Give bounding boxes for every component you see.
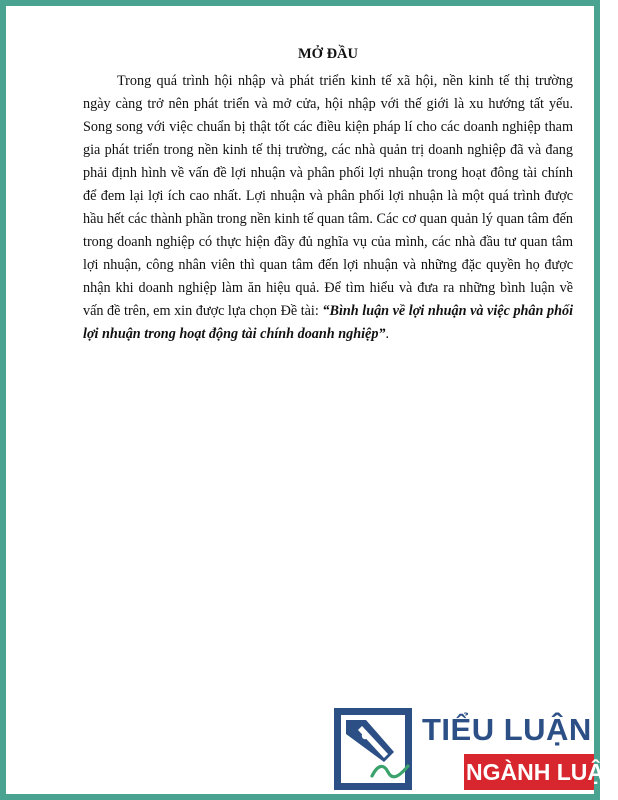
- topic-title: “Bình luận về lợi nhuận và việc phân phối lợi nhuận trong hoạt động tài chính doanh nghiệp”: [83, 303, 574, 342]
- intro-paragraph: [83, 70, 573, 346]
- logo-title: TIỂU LUẬN: [422, 712, 592, 747]
- document-page: [83, 44, 573, 346]
- intro-paragraph-text: Trong quá trình hội nhập và phát triển kinh tế xã hội, nền kinh tế thị trường ngày càng trở nên phát triển và mở cửa, hội nhập với thế giới là xu hướng tất yếu. Song song với việc chuẩn bị thật tốt các điều kiện pháp lí cho các doanh nghiệp tham gia phát triển trong nền kinh tế thị trường, các nhà quản trị doanh nghiệp đã và đang phải định hình về vấn đề lợi nhuận và phân phối lợi nhuận trong hoạt đông tài chính để đem lại lợi ích cao nhất. Lợi nhuận và phân phối lợi nhuận là một quá trình được hầu hết các thành phần trong nền kinh tế quan tâm. Các cơ quan quản lý quan tâm đến trong doanh nghiệp có thực hiện đầy đủ nghĩa vụ của mình, các nhà đầu tư quan tâm lợi nhuận, công nhân viên thì quan tâm đến lợi nhuận và những đặc quyền họ được nhận khi doanh nghiệp làm ăn hiệu quả. Để tìm hiểu và đưa ra những bình luận về vấn đề trên, em xin được lựa chọn Đề tài:: [83, 73, 573, 319]
- logo-subtitle: NGÀNH LUẬT: [466, 759, 618, 785]
- document-title: MỞ ĐẦU: [297, 46, 358, 62]
- topic-ending: .: [385, 326, 390, 342]
- site-logo: [330, 706, 618, 794]
- fountain-pen-nib-icon: [332, 706, 414, 792]
